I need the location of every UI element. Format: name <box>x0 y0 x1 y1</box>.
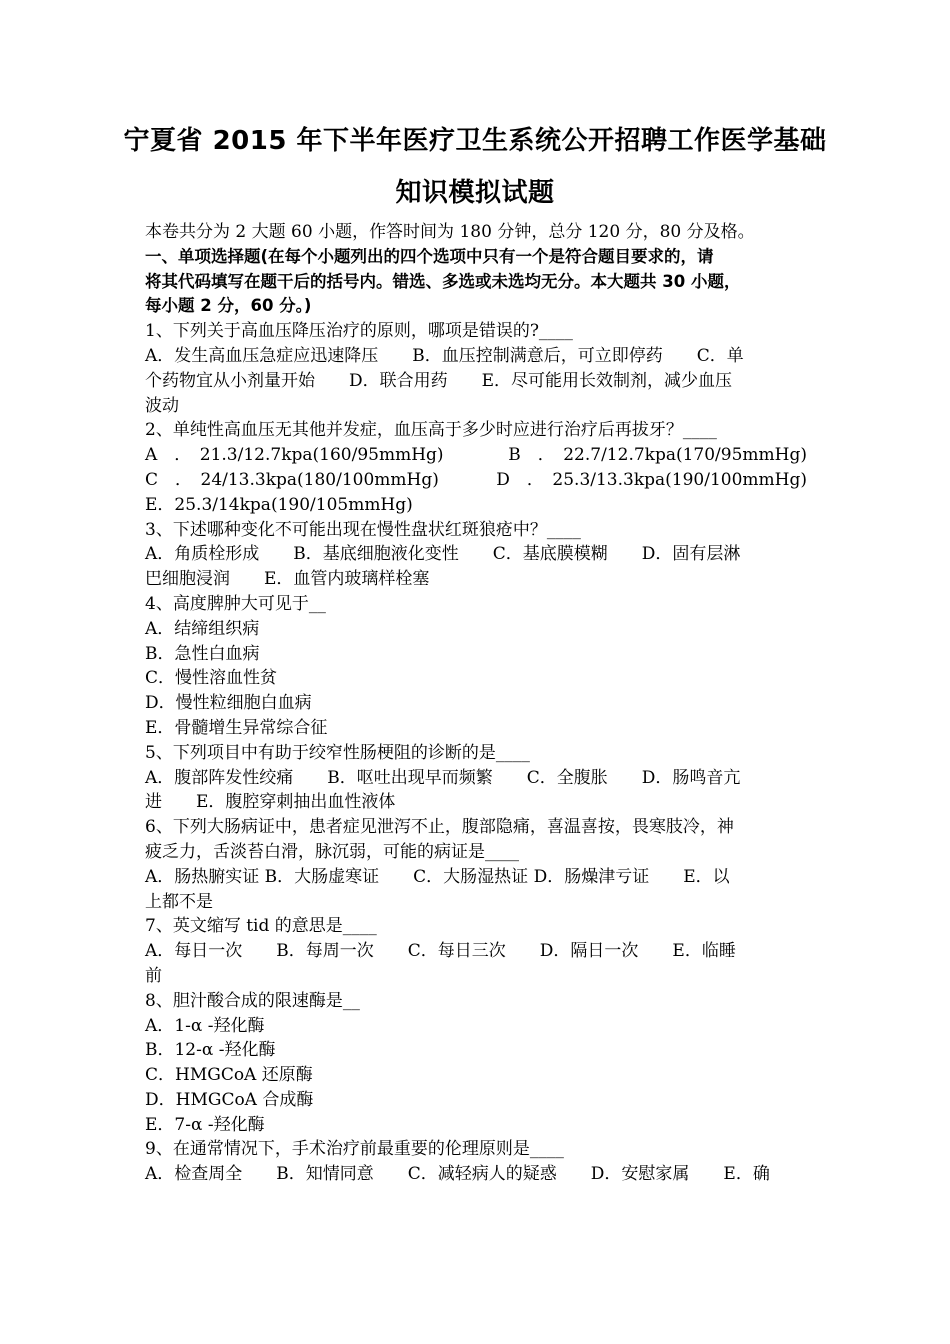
option: E．骨髓增生异常综合征 <box>145 717 328 738</box>
intro-text: 本卷共分为 2 大题 60 小题，作答时间为 180 分钟，总分 120 分，80 分及格。 <box>145 222 755 242</box>
question-stem: 7、英文缩写 tid 的意思是____ <box>145 916 377 937</box>
option: C．慢性溶血性贫 <box>145 668 278 689</box>
question-stem: 1、下列关于高血压降压治疗的原则，哪项是错误的?____ <box>145 321 573 342</box>
option: D．慢性粒细胞白血病 <box>145 693 312 714</box>
question-stem: 5、下列项目中有助于绞窄性肠梗阻的诊断的是____ <box>145 742 530 763</box>
option: B ． 22.7/12.7kpa(170/95mmHg) <box>508 445 807 466</box>
document-title-line-1: 宁夏省 2015 年下半年医疗卫生系统公开招聘工作医学基础 <box>123 126 827 156</box>
question-stem: 8、胆汁酸合成的限速酶是__ <box>145 990 360 1011</box>
option: E．7-α -羟化酶 <box>145 1114 265 1135</box>
question-options: A．发生高血压急症应迅速降压 B．血压控制满意后，可立即停药 C．单 <box>145 345 744 366</box>
question-options: 进 E．腹腔穿刺抽出血性液体 <box>145 792 396 813</box>
section-heading: 一、单项选择题(在每个小题列出的四个选项中只有一个是符合题目要求的，请 <box>145 246 714 266</box>
question-options: 波动 <box>145 395 179 416</box>
option: A．结缔组织病 <box>145 618 260 639</box>
question-options-row <box>145 468 807 493</box>
document-title-line-2: 知识模拟试题 <box>395 178 555 208</box>
question-options: A．肠热腑实证 B．大肠虚寒证 C．大肠湿热证 D．肠燥津亏证 E．以 <box>145 866 730 887</box>
question-options-row <box>145 443 807 468</box>
option: A ． 21.3/12.7kpa(160/95mmHg) <box>145 445 444 466</box>
option: D ． 25.3/13.3kpa(190/100mmHg) <box>496 469 807 490</box>
option: B．急性白血病 <box>145 643 260 664</box>
section-heading: 每小题 2 分，60 分。) <box>145 296 312 316</box>
question-options: 个药物宜从小剂量开始 D．联合用药 E．尽可能用长效制剂，减少血压 <box>145 370 733 391</box>
document-body <box>145 220 807 1187</box>
question-stem: 6、下列大肠病证中，患者症见泄泻不止，腹部隐痛，喜温喜按，畏寒肢冷，神 <box>145 817 734 838</box>
option: B．12-α -羟化酶 <box>145 1040 276 1061</box>
question-options: A．角质栓形成 B．基底细胞液化变性 C．基底膜模糊 D．固有层淋 <box>145 544 741 565</box>
question-options: A．每日一次 B．每周一次 C．每日三次 D．隔日一次 E．临睡 <box>145 941 736 962</box>
option: D．HMGCoA 合成酶 <box>145 1089 314 1110</box>
question-stem: 2、单纯性高血压无其他并发症，血压高于多少时应进行治疗后再拔牙？____ <box>145 420 717 441</box>
question-options: A．腹部阵发性绞痛 B．呕吐出现早而频繁 C．全腹胀 D．肠鸣音亢 <box>145 767 741 788</box>
option: E．25.3/14kpa(190/105mmHg) <box>145 494 413 515</box>
question-options: A．检查周全 B．知情同意 C．减轻病人的疑惑 D．安慰家属 E．确 <box>145 1164 770 1185</box>
option: C ． 24/13.3kpa(180/100mmHg) <box>145 469 439 490</box>
question-options: 上都不是 <box>145 891 213 912</box>
option: C．HMGCoA 还原酶 <box>145 1065 313 1086</box>
question-options: 巴细胞浸润 E．血管内玻璃样栓塞 <box>145 569 430 590</box>
section-heading: 将其代码填写在题干后的括号内。错选、多选或未选均无分。本大题共 30 小题， <box>145 271 741 291</box>
question-stem: 9、在通常情况下，手术治疗前最重要的伦理原则是____ <box>145 1139 564 1160</box>
question-options: 前 <box>145 965 162 986</box>
option: A．1-α -羟化酶 <box>145 1015 265 1036</box>
question-stem: 4、高度脾肿大可见于__ <box>145 593 326 614</box>
question-stem: 3、下述哪种变化不可能出现在慢性盘状红斑狼疮中？____ <box>145 519 581 540</box>
question-stem: 疲乏力，舌淡苔白滑，脉沉弱，可能的病证是____ <box>145 841 519 862</box>
